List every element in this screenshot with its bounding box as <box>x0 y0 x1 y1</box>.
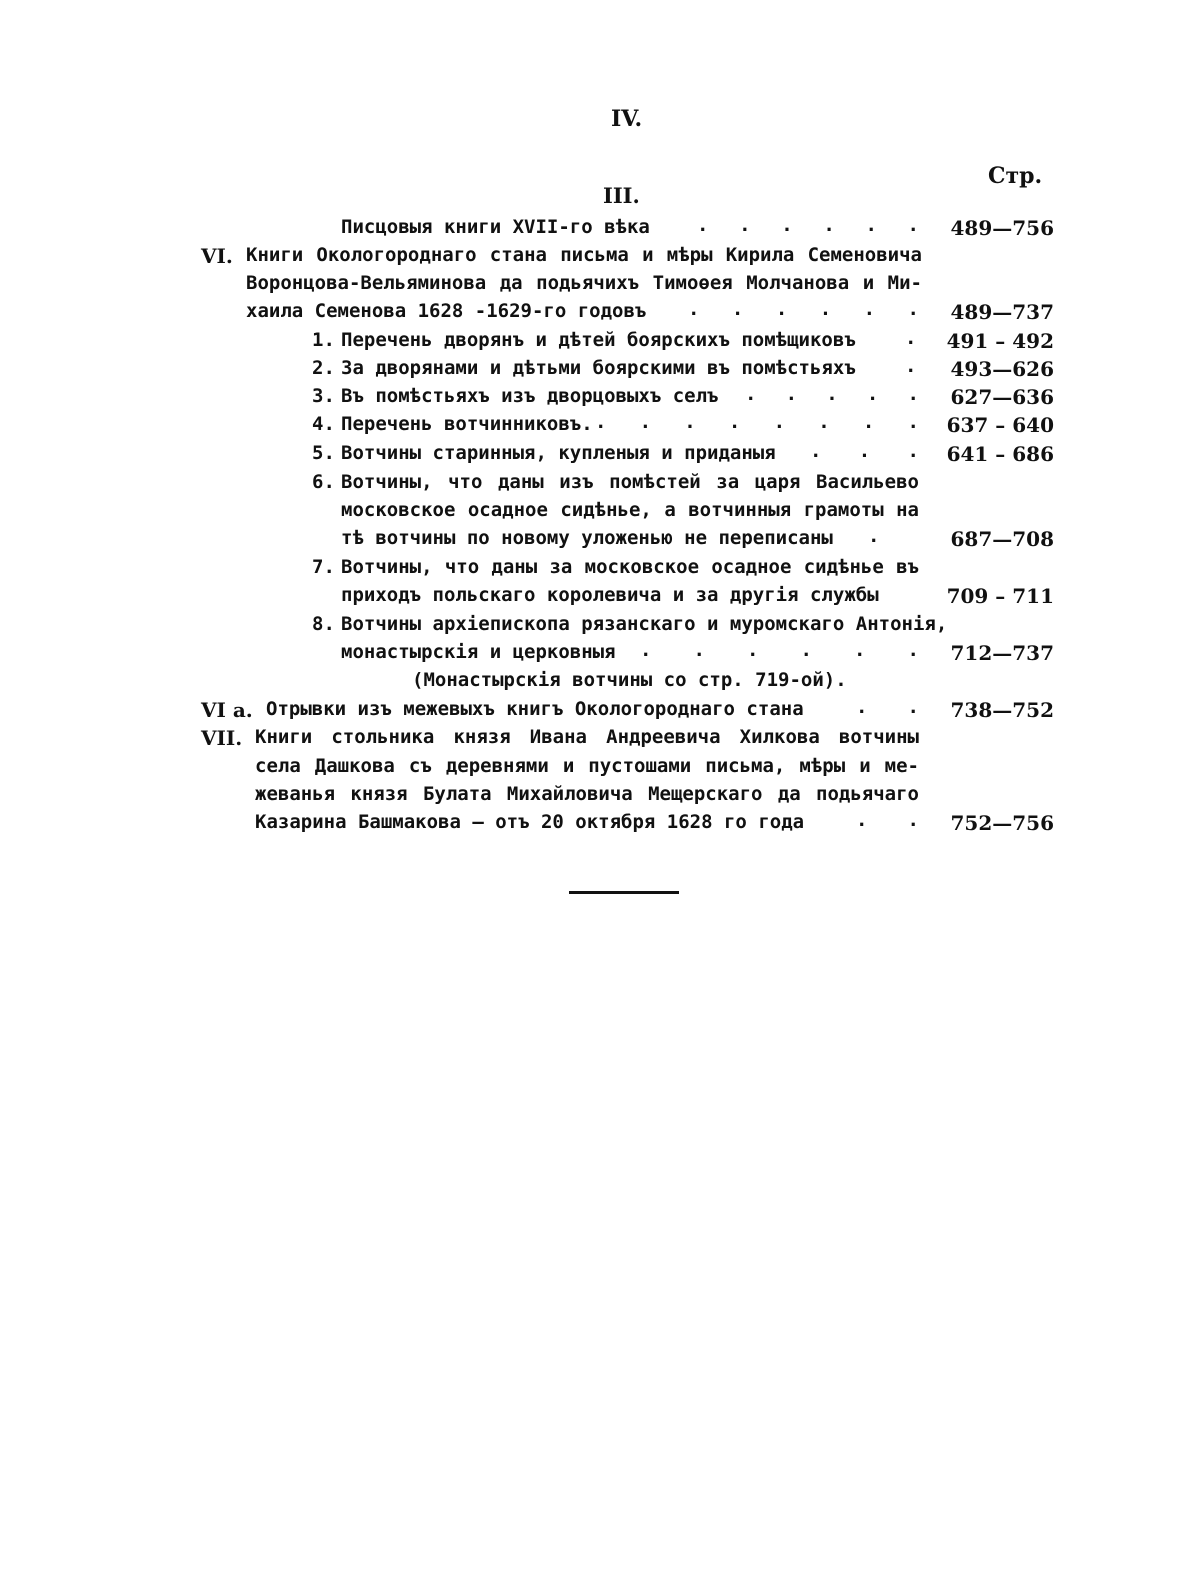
leader-dots: . . . . . . <box>697 214 919 236</box>
entry-text: Перечень дворянъ и дѣтей боярскихъ помѣщиковъ <box>341 329 856 351</box>
entry-text: Въ помѣстьяхъ изъ дворцовыхъ селъ <box>341 385 719 407</box>
entry-pages: 641 – 686 <box>946 442 1054 466</box>
entry-number: 2. <box>312 357 335 379</box>
entry-text-line: монастырскія и церковныя <box>341 641 616 663</box>
section-title: Писцовыя книги XVII-го вѣка <box>341 216 650 238</box>
leader-dots: . . <box>856 696 919 718</box>
entry-pages: 637 – 640 <box>946 413 1054 437</box>
section-pages: 489—756 <box>950 216 1054 240</box>
entry-number: 1. <box>312 329 335 351</box>
note-text: (Монастырскія вотчины со стр. 719-ой). <box>412 669 847 691</box>
leader-dots: . . . . . . <box>688 298 919 320</box>
entry-text-line: Казарина Башмакова — отъ 20 октября 1628 го года <box>255 811 805 833</box>
entry-pages: 687—708 <box>950 527 1054 551</box>
entry-number: 3. <box>312 385 335 407</box>
entry-text: Отрывки изъ межевыхъ книгъ Окологороднаго стана <box>266 698 804 720</box>
entry-text-line: Вотчины архіепископа рязанскаго и муромскаго Антонія, <box>341 613 948 635</box>
entry-pages: 752—756 <box>950 811 1054 835</box>
entry-number: 4. <box>312 413 335 435</box>
entry-pages: 709 – 711 <box>946 584 1054 608</box>
entry-text-line: тѣ вотчины по новому уложенью не переписаны <box>341 527 833 549</box>
entry-text-line: жеванья князя Булата Михайловича Мещерскаго да подьячаго <box>255 783 919 805</box>
entry-text-line: Воронцова-Вельяминова да подьячихъ Тимоѳея Молчанова и Ми- <box>246 272 922 294</box>
entry-text-line: Вотчины, что даны за московское осадное сидѣнье въ <box>341 556 919 578</box>
entry-pages: 491 – 492 <box>946 329 1054 353</box>
entry-text: За дворянами и дѣтьми боярскими въ помѣстьяхъ <box>341 357 856 379</box>
entry-text: Перечень вотчинниковъ. <box>341 413 593 435</box>
end-rule <box>569 891 679 894</box>
entry-pages: 493—626 <box>950 357 1054 381</box>
entry-number: 8. <box>312 613 335 635</box>
entry-pages: 738—752 <box>950 698 1054 722</box>
leader-dots: . . . . . . . . <box>595 411 919 433</box>
entry-number: 5. <box>312 442 335 464</box>
section-number: III. <box>603 183 640 208</box>
entry-text-line: хаила Семенова 1628 -1629-го годовъ <box>246 300 647 322</box>
entry-number: 6. <box>312 471 335 493</box>
entry-pages: 627—636 <box>950 385 1054 409</box>
leader-dots: . . . . . <box>745 383 919 405</box>
entry-text-line: Книги Окологороднаго стана письма и мѣры Кирила Семеновича <box>246 244 922 266</box>
entry-number: 7. <box>312 556 335 578</box>
leader-dots: . <box>905 355 917 377</box>
entry-pages: 712—737 <box>950 641 1054 665</box>
entry-text: Вотчины старинныя, купленыя и приданыя <box>341 442 776 464</box>
leader-dots: . . . <box>810 440 919 462</box>
leader-dots: . . <box>856 809 919 831</box>
entry-number: VI. <box>201 244 233 268</box>
entry-text-line: приходъ польскаго королевича и за другія службы <box>341 584 879 606</box>
entry-text-line: села Дашкова съ деревнями и пустошами письма, мѣры и ме- <box>255 755 919 777</box>
page-number: IV. <box>611 106 643 132</box>
entry-text-line: Вотчины, что даны изъ помѣстей за царя Васильево <box>341 471 919 493</box>
entry-number: VII. <box>201 726 243 750</box>
entry-number: VI а. <box>201 698 253 722</box>
pages-column-label: Стр. <box>988 163 1043 189</box>
entry-pages: 489—737 <box>950 300 1054 324</box>
entry-text-line: московское осадное сидѣнье, а вотчинныя грамоты на <box>341 499 919 521</box>
entry-text-line: Книги стольника князя Ивана Андреевича Хилкова вотчины <box>255 726 919 748</box>
leader-dots: . <box>905 327 917 349</box>
leader-dots: . <box>868 525 880 547</box>
leader-dots: . . . . . . <box>640 639 919 661</box>
